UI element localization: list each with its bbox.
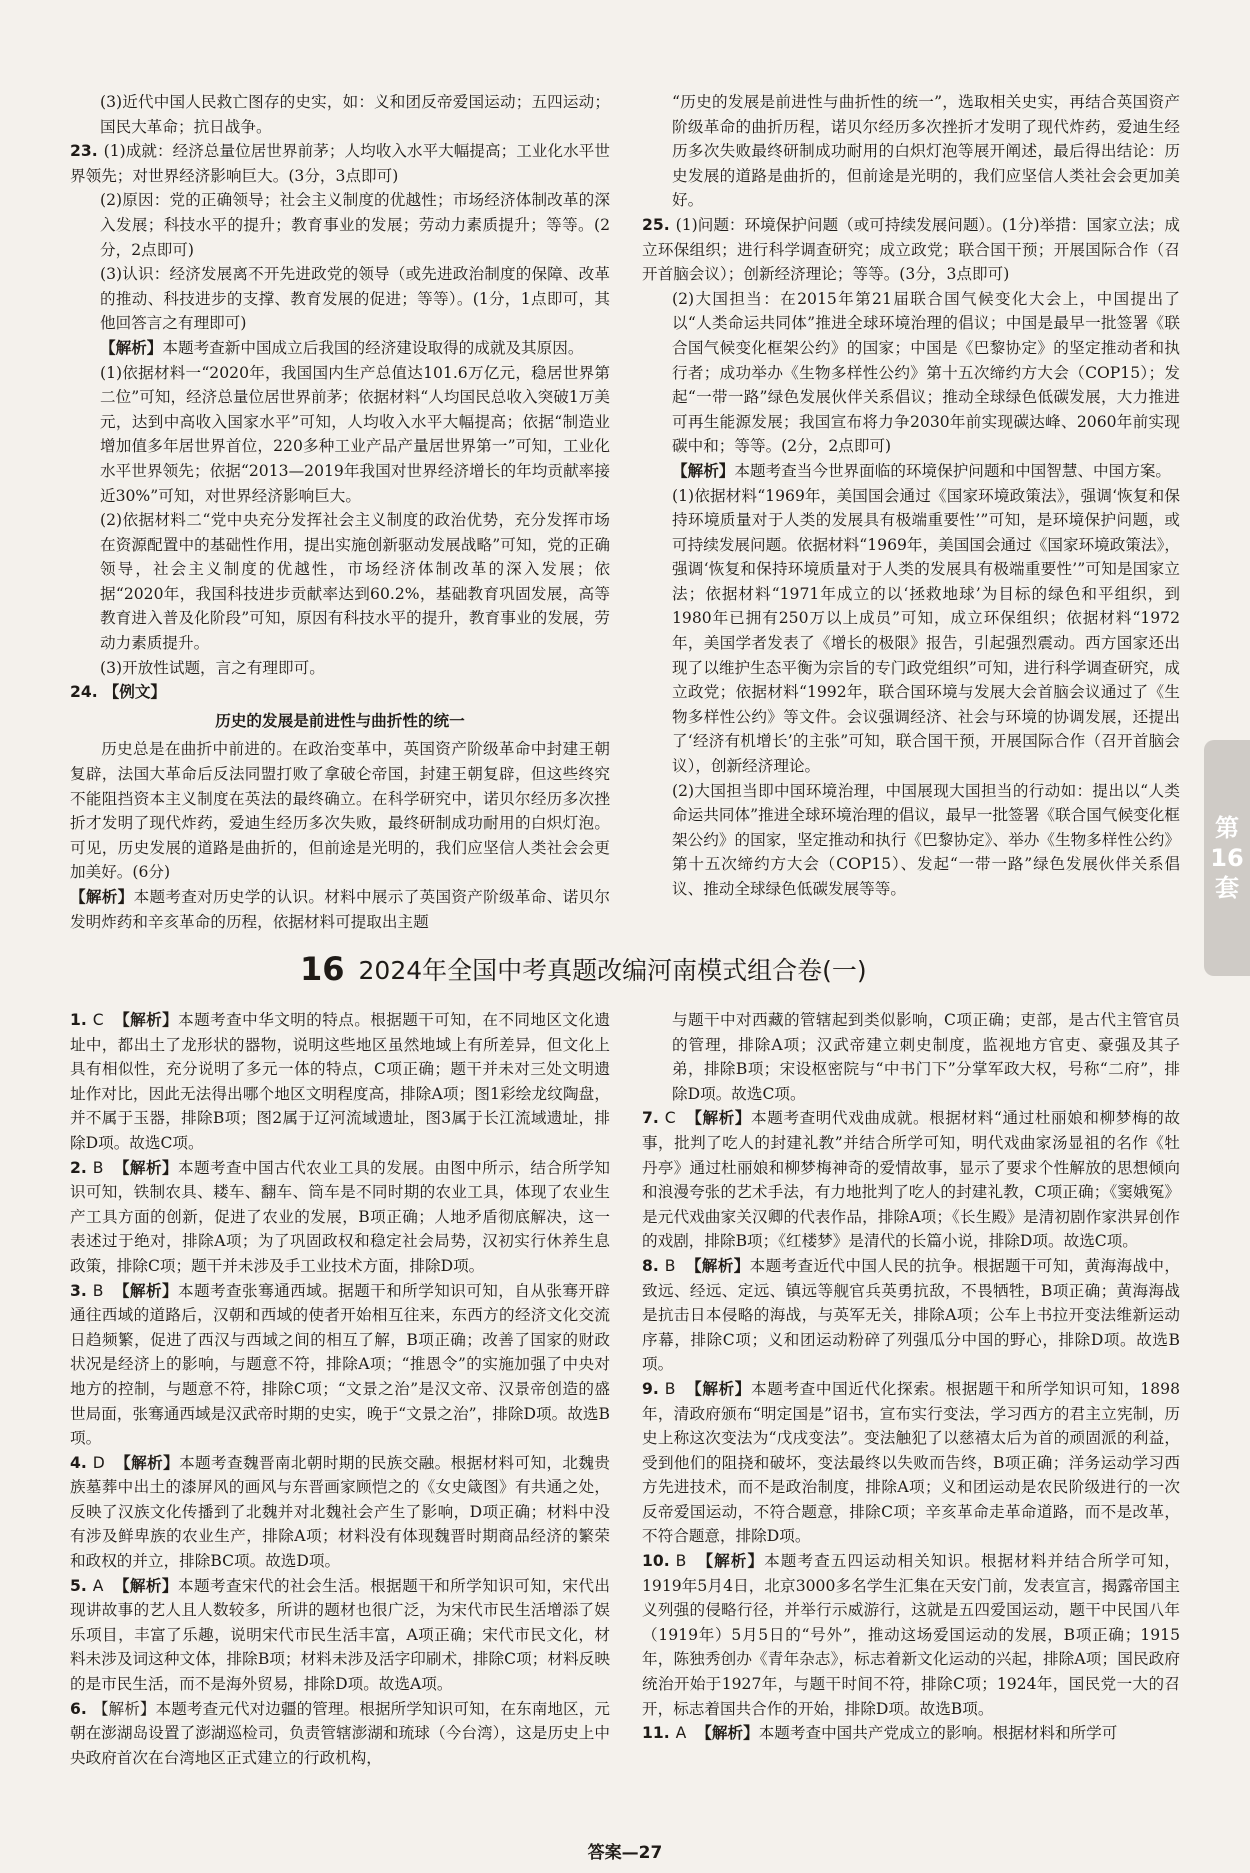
question-number: 7.	[642, 1109, 659, 1128]
question-number: 5.	[70, 1576, 87, 1595]
answer-text: 本题考查中国古代农业工具的发展。由图中所示，结合所学知识可知，铁制农具、耧车、翻车、筒车是不同时期的农业工具，体现了农业生产工具方面的创新，促进了农业的发展，B项正确；人地矛盾彻底解决，这一表述过于绝对，排除A项；为了巩固政权和稳定社会局势，汉初实行休养生息政策，排除C项；题干并未涉及手工业技术方面，排除D项。	[70, 1158, 610, 1275]
answer-text: (3)近代中国人民救亡图存的史实，如：义和团反帝爱国运动；五四运动；国民大革命；抗日战争。	[100, 93, 610, 136]
essay-title: 历史的发展是前进性与曲折性的统一	[215, 711, 465, 730]
side-tab-char-1: 第	[1215, 814, 1239, 842]
side-tab-number: 16	[1210, 844, 1244, 872]
upper-left-column	[70, 90, 610, 934]
answer-text: 本题考查魏晋南北朝时期的民族交融。根据材料可知，北魏贵族墓葬中出土的漆屏风的画风与东晋画家顾恺之的《女史箴图》有共通之处，反映了汉族文化传播到了北魏并对北魏社会产生了影响，D项正确；材料中没有涉及鲜卑族的农业生产，排除A项；材料没有体现魏晋时期商品经济的繁荣和政权的并立，排除BC项。故选D项。	[70, 1453, 610, 1571]
answer-paragraph	[642, 90, 1180, 213]
answer-paragraph	[70, 90, 610, 139]
answer-text: (2)大国担当即中国环境治理，中国展现大国担当的行动如：提出以“人类命运共同体”推进全球环境治理的倡议，最早一批签署《联合国气候变化框架公约》的国家，坚定推动和执行《巴黎协定》、举办《生物多样性公约》第十五次缔约方大会（COP15）、发起“一带一路”绿色发展伙伴关系倡议、推动全球绿色低碳发展等等。	[672, 781, 1180, 898]
answer-text: (2)依据材料二“党中央充分发挥社会主义制度的政治优势，充分发挥市场在资源配置中的基础性作用，提出实施创新驱动发展战略”可知，党的正确领导，社会主义制度的优越性，市场经济体制改革的深入发展；依据“2020年，我国科技进步贡献率达到60.2%，基础教育巩固发展，高等教育进入普及化阶段”可知，原因有科技水平的提升，教育事业的发展，劳动力素质提升。	[100, 511, 610, 653]
side-tab-char-2: 套	[1215, 874, 1239, 902]
question-number: 24.	[70, 683, 98, 702]
answer-paragraph	[70, 1451, 610, 1574]
answer-text: (1)成就：经济总量位居世界前茅；人均收入水平大幅提高；工业化水平世界领先；对世界经济影响巨大。(3分，3点即可)	[70, 142, 610, 185]
answer-text: 本题考查新中国成立后我国的经济建设取得的成就及其原因。	[162, 338, 584, 357]
lower-left-column	[70, 1008, 610, 1770]
question-number: 9.	[642, 1379, 659, 1398]
answer-text: (3)认识：经济发展离不开先进政党的领导（或先进政治制度的保障、改革的推动、科技进步的支撑、教育发展的促进；等等）。(1分，1点即可，其他回答言之有理即可)	[100, 265, 610, 333]
answer-paragraph	[70, 188, 610, 262]
answer-paragraph	[70, 336, 610, 361]
section-number: 16	[300, 950, 345, 988]
answer-text: (2)原因：党的正确领导；社会主义制度的优越性；市场经济体制改革的深入发展；科技水平的提升；教育事业的发展；劳动力素质提升；等等。(2分，2点即可)	[100, 191, 610, 259]
analysis-tag: 【解析】	[113, 1158, 178, 1177]
analysis-tag: 【解析】	[100, 338, 163, 357]
answer-text: 【解析】本题考查元代对边疆的管理。根据所学知识可知，在东南地区，元朝在澎湖岛设置了澎湖巡检司，负责管辖澎湖和琉球（今台湾），这是历史上中央政府首次在台湾地区正式建立的行政机构，	[70, 1699, 610, 1767]
upper-left-answers	[70, 90, 610, 705]
answer-text: 与题干中对西藏的管辖起到类似影响，C项正确；吏部，是古代主管官员的管理，排除A项；汉武帝建立刺史制度，监视地方官吏、豪强及其子弟，排除B项；宋设枢密院与“中书门下”分掌军政大权，号称“二府”，排除D项。故选C项。	[672, 1011, 1180, 1103]
answer-text: (3)开放性试题，言之有理即可。	[100, 658, 325, 677]
answer-text: 本题考查中国共产党成立的影响。根据材料和所学可	[758, 1724, 1118, 1743]
side-tab	[1204, 740, 1250, 976]
analysis-tag: 【解析】	[113, 1576, 178, 1595]
answer-paragraph	[642, 287, 1180, 459]
question-number: 2.	[70, 1158, 87, 1177]
answer-paragraph	[70, 508, 610, 656]
answer-choice: A	[675, 1724, 687, 1743]
answer-text: 本题考查近代中国人民的抗争。根据题干可知，黄海海战中，致远、经远、定远、镇远等舰官兵英勇抗敌，不畏牺牲，B项正确；黄海海战是抗击日本侵略的海战，与英军无关，排除A项；公车上书拉开变法维新运动序幕，排除C项；义和团运动粉碎了列强瓜分中国的野心，排除D项。故选B项。	[642, 1256, 1180, 1374]
answer-text: (1)依据材料一“2020年，我国国内生产总值达101.6万亿元，稳居世界第二位”可知，经济总量位居世界前茅；依据材料“人均国民总收入突破1万美元，达到中高收入国家水平”可知，人均收入水平大幅提高；依据“制造业增加值多年居世界首位，220多种工业产品产量居世界第一”可知，工业化水平世界领先；依据“2013—2019年我国对世界经济增长的年均贡献率接近30%”可知，对世界经济影响巨大。	[100, 363, 610, 505]
analysis-tag: 【解析】	[696, 1724, 759, 1743]
analysis-tag: 【解析】	[70, 888, 134, 906]
analysis-tag: 【解析】	[113, 1281, 178, 1300]
question-number: 11.	[642, 1724, 670, 1743]
answer-paragraph	[70, 1008, 610, 1156]
answer-choice: A	[92, 1576, 104, 1595]
answer-text: 本题考查当今世界面临的环境保护问题和中国智慧、中国方案。	[734, 461, 1172, 480]
analysis-text: 本题考查对历史学的认识。材料中展示了英国资产阶级革命、诺贝尔发明炸药和辛亥革命的历程，依据材料可提取出主题	[70, 888, 610, 931]
answer-paragraph	[70, 1697, 610, 1771]
section-title-bar	[300, 950, 940, 988]
answer-text: (2)大国担当：在2015年第21届联合国气候变化大会上，中国提出了以“人类命运共同体”推进全球环境治理的倡议；中国是最早一批签署《联合国气候变化框架公约》的国家；中国是《巴黎协定》的坚定推动者和执行者；成功举办《生物多样性公约》第十五次缔约方大会（COP15）；发起“一带一路”绿色发展伙伴关系倡议；推动全球绿色低碳发展，大力推进可再生能源发展；我国宣布将力争2030年前实现碳达峰、2060年前实现碳中和；等等。(2分，2点即可)	[672, 289, 1180, 456]
answer-choice: B	[92, 1158, 104, 1177]
page-footer: 答案—27	[587, 1843, 663, 1863]
upper-right-answers	[642, 90, 1180, 902]
answer-paragraph	[70, 1574, 610, 1697]
question-number: 10.	[642, 1552, 670, 1571]
question-number: 25.	[642, 215, 670, 234]
answer-text: (1)问题：环境保护问题（或可持续发展问题）。(1分)举措：国家立法；成立环保组织；进行科学调查研究；成立政党；联合国干预；开展国际合作（召开首脑会议）；创新经济理论；等等。(3分，3点即可)	[642, 215, 1180, 284]
answer-paragraph	[642, 459, 1180, 484]
answer-paragraph	[642, 1721, 1180, 1746]
answer-paragraph	[642, 1254, 1180, 1377]
analysis-tag: 【解析】	[685, 1109, 752, 1128]
answer-choice: B	[92, 1281, 104, 1300]
answer-text: 本题考查五四运动相关知识。根据材料并结合所学可知，1919年5月4日，北京3000多名学生汇集在天安门前，发表宣言，揭露帝国主义列强的侵略行径，并举行示威游行，这就是五四爱国运动，题干中民国八年（1919年）5月5日的“号外”，推动这场爱国运动的发展，B项正确；1915年，陈独秀创办《青年杂志》，标志着新文化运动的兴起，排除A项；国民政府统治开始于1927年，与题干时间不符，排除C项；1924年，国民党一大的召开，标志着国共合作的开始，排除D项。故选B项。	[642, 1552, 1180, 1718]
answer-paragraph	[70, 1156, 610, 1279]
answer-paragraph	[70, 656, 610, 681]
lower-left-answers	[70, 1008, 610, 1770]
analysis-tag: 【例文】	[103, 683, 167, 702]
answer-choice: B	[664, 1379, 676, 1398]
answer-text: 本题考查中国近代化探索。根据题干和所学知识可知，1898年，清政府颁布“明定国是”诏书，宣布实行变法，学习西方的君主立宪制，历史上称这次变法为“戊戌变法”。变法触犯了以慈禧太后为首的顽固派的利益，受到他们的阻挠和破坏，变法最终以失败而告终，B项正确；洋务运动学习西方先进技术，而不是政治制度，排除A项；义和团运动是农民阶级进行的一次反帝爱国运动，不符合题意，排除C项；辛亥革命走革命道路，而不是改革，不符合题意，排除D项。	[642, 1379, 1180, 1546]
answer-paragraph	[642, 1008, 1180, 1106]
answer-text: “历史的发展是前进性与曲折性的统一”，选取相关史实，再结合英国资产阶级革命的曲折历程，诺贝尔经历多次挫折才发明了现代炸药，爱迪生经历多次失败最终研制成功耐用的白炽灯泡等展开阐述，最后得出结论：历史发展的道路是曲折的，但前途是光明的，我们应坚信人类社会会更加美好。	[672, 93, 1180, 210]
question-number: 1.	[70, 1011, 87, 1029]
section-title: 2024年全国中考真题改编河南模式组合卷(一)	[358, 956, 867, 985]
answer-paragraph	[70, 361, 610, 509]
analysis-tag: 【解析】	[696, 1552, 765, 1571]
answer-paragraph	[642, 1377, 1180, 1549]
answer-choice: C	[92, 1011, 104, 1029]
answer-paragraph	[70, 680, 610, 705]
analysis-tag: 【解析】	[672, 461, 735, 480]
question-number: 3.	[70, 1281, 87, 1300]
answer-paragraph	[70, 1279, 610, 1451]
answer-choice: D	[92, 1453, 105, 1472]
analysis-tag: 【解析】	[113, 1011, 179, 1029]
answer-choice: B	[675, 1552, 687, 1571]
answer-paragraph	[642, 1549, 1180, 1721]
answer-text: 本题考查中华文明的特点。根据题干可知，在不同地区文化遗址中，都出土了龙形状的器物，说明这些地区虽然地域上有所差异，但文化上具有相似性，充分说明了多元一体的特点，C项正确；题干并未对三处文明遗址作对比，因此无法得出哪个地区文明程度高，排除A项；图1彩绘龙纹陶盘，并不属于玉器，排除B项；图2属于辽河流域遗址，图3属于长江流域遗址，排除D项。故选C项。	[70, 1011, 610, 1152]
essay-analysis	[70, 885, 610, 934]
answer-choice: B	[664, 1256, 676, 1275]
answer-text: 本题考查明代戏曲成就。根据材料“通过杜丽娘和柳梦梅的故事，批判了吃人的封建礼教”并结合所学可知，明代戏曲家汤显祖的名作《牡丹亭》通过杜丽娘和柳梦梅神奇的爱情故事，显示了要求个性解放的思想倾向和浪漫夸张的艺术手法，有力地批判了吃人的封建礼教，C项正确；《窦娥冤》是元代戏曲家关汉卿的代表作品，排除A项；《长生殿》是清初剧作家洪昇创作的戏剧，排除B项；《红楼梦》是清代的长篇小说，排除D项。故选C项。	[642, 1109, 1180, 1251]
answer-text: 本题考查张骞通西域。据题干和所学知识可知，自从张骞开辟通往西域的道路后，汉朝和西域的使者开始相互往来，东西方的经济文化交流日趋频繁，促进了西汉与西域之间的相互了解，B项正确；改善了国家的财政状况是经济上的影响，与题意不符，排除A项；“推恩令”的实施加强了中央对地方的控制，与题意不符，排除C项；“文景之治”是汉文帝、汉景帝创造的盛世局面，张骞通西域是汉武帝时期的史实，晚于“文景之治”，排除D项。故选B项。	[70, 1281, 610, 1448]
analysis-tag: 【解析】	[685, 1379, 751, 1398]
answer-text: 本题考查宋代的社会生活。根据题干和所学知识可知，宋代出现讲故事的艺人且人数较多，所讲的题材也很广泛，为宋代市民生活增添了娱乐项目，丰富了乐趣，说明宋代市民生活丰富，A项正确；宋代市民文化，材料未涉及词这种文体，排除B项；材料未涉及活字印刷术，排除C项；材料反映的是市民生活，而不是海外贸易，排除D项。故选A项。	[70, 1576, 610, 1694]
question-number: 8.	[642, 1256, 659, 1275]
essay-body: 历史总是在曲折中前进的。在政治变革中，英国资产阶级革命中封建王朝复辟，法国大革命后反法同盟打败了拿破仑帝国，封建王朝复辟，但这些终究不能阻挡资本主义制度在英法的最终确立。在科学研究中，诺贝尔经历多次挫折才发明了现代炸药，爱迪生经历多次失败，最终研制成功耐用的白炽灯泡。可见，历史发展的道路是曲折的，但前途是光明的，我们应坚信人类社会会更加美好。(6分)	[70, 740, 610, 882]
answer-paragraph	[642, 1106, 1180, 1254]
question-number: 23.	[70, 142, 98, 161]
answer-paragraph	[70, 262, 610, 336]
answer-paragraph	[642, 779, 1180, 902]
answer-paragraph	[642, 213, 1180, 287]
lower-right-answers	[642, 1008, 1180, 1746]
analysis-tag: 【解析】	[685, 1256, 750, 1275]
upper-right-column	[642, 90, 1180, 902]
question-number: 4.	[70, 1453, 87, 1472]
answer-paragraph	[642, 484, 1180, 779]
answer-text: (1)依据材料“1969年，美国国会通过《国家环境政策法》，强调‘恢复和保持环境质量对于人类的发展具有极端重要性’”可知，是环境保护问题，或可持续发展问题。依据材料“1969年，美国国会通过《国家环境政策法》，强调‘恢复和保持环境质量对于人类的发展具有极端重要性’”可知是国家立法；依据材料“1971年成立的以‘拯救地球’为目标的绿色和平组织，到1980年已拥有250万以上成员”可知，成立环保组织；依据材料“1972年，美国学者发表了《增长的极限》报告，引起强烈震动。西方国家还出现了以维护生态平衡为宗旨的专门政党组织”可知，进行科学调查研究，成立政党；依据材料“1992年，联合国环境与发展大会首脑会议通过了《生物多样性公约》等文件。会议强调经济、社会与环境的协调发展，还提出了‘经济有机增长’的主张”可知，联合国干预，开展国际合作（召开首脑会议），创新经济理论。	[672, 486, 1180, 776]
answer-paragraph	[70, 139, 610, 188]
answer-choice: C	[664, 1109, 676, 1128]
analysis-tag: 【解析】	[114, 1453, 180, 1472]
question-number: 6.	[70, 1699, 87, 1718]
lower-right-column	[642, 1008, 1180, 1746]
